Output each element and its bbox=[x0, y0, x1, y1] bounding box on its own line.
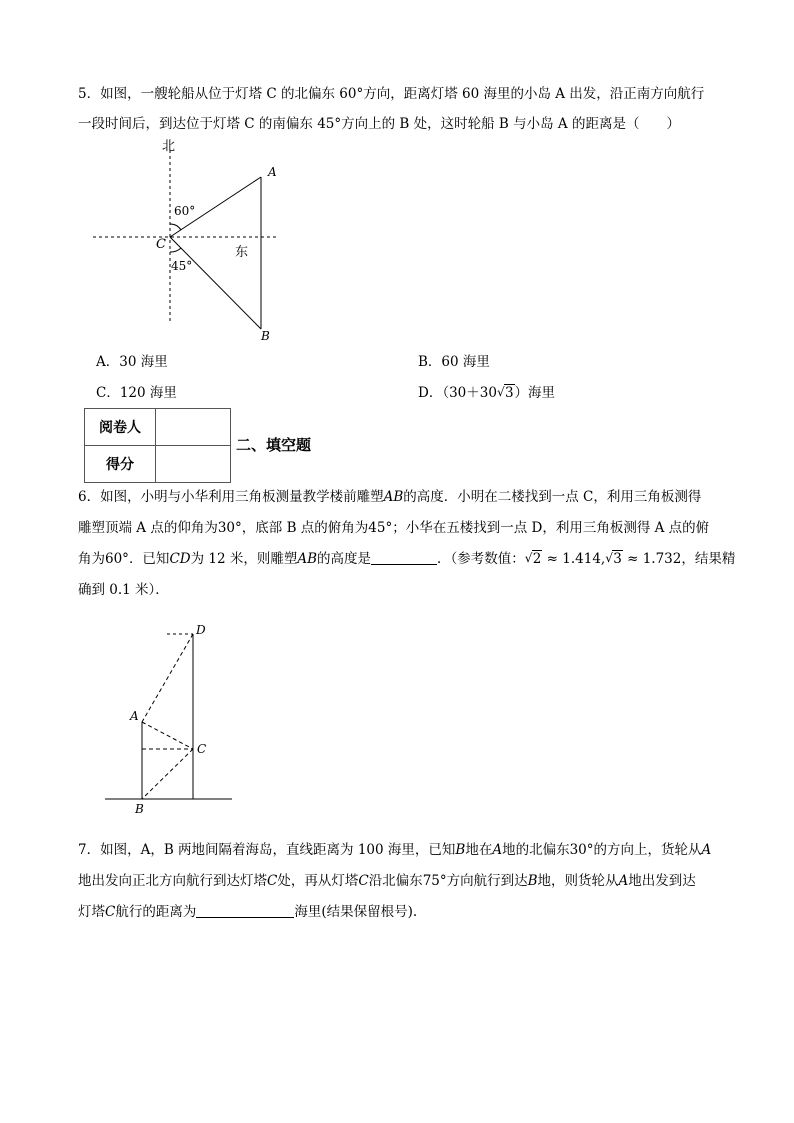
q7-angle-30: 30° bbox=[569, 842, 594, 858]
q6-label-D: D bbox=[196, 623, 206, 637]
q6-label-A: A bbox=[130, 709, 139, 723]
q6-radicand-3: 3 bbox=[613, 551, 622, 567]
q7-text: 的方向上，货轮从 bbox=[593, 842, 702, 858]
q5-option-b[interactable]: B．60 海里 bbox=[418, 354, 490, 370]
q5-angle-arc-60 bbox=[170, 224, 181, 230]
q7-text: 海里(结果保留根号). bbox=[294, 904, 418, 920]
q6-label-C: C bbox=[197, 742, 207, 756]
q7-text: 地出发向正北方向航行到达灯塔 bbox=[78, 873, 267, 889]
q7-text: 地在 bbox=[465, 842, 493, 858]
q5-option-a[interactable]: A．30 海里 bbox=[96, 354, 168, 370]
reviewer-label: 阅卷人 bbox=[85, 409, 156, 446]
q6-var-ab: AB bbox=[383, 489, 404, 505]
q7-line-1 bbox=[78, 840, 711, 860]
q7-text: 航行的距离为 bbox=[115, 904, 197, 920]
q5-option-d-radicand: 3 bbox=[504, 385, 514, 401]
score-table bbox=[84, 408, 231, 483]
q7-line-2 bbox=[78, 871, 696, 891]
q7-var: B bbox=[527, 873, 538, 889]
q6-text: 6．如图，小明与小华利用三角板测量教学楼前雕塑 bbox=[78, 489, 384, 505]
q7-text: 地，则货轮从 bbox=[537, 873, 619, 889]
q5-option-d-prefix: D．（30＋30 bbox=[418, 385, 497, 401]
q6-text: ，底部 B 点的俯角为 bbox=[241, 520, 369, 536]
q6-figure bbox=[100, 618, 240, 818]
sqrt-symbol bbox=[497, 383, 515, 403]
q6-line-2 bbox=[78, 518, 709, 538]
q5-option-d[interactable] bbox=[418, 383, 555, 403]
q7-var: B bbox=[455, 842, 466, 858]
q5-angle-arc-45 bbox=[170, 248, 181, 252]
q5-option-c[interactable]: C．120 海里 bbox=[96, 385, 177, 401]
q7-var: C bbox=[105, 904, 116, 920]
q6-answer-blank[interactable] bbox=[371, 550, 437, 565]
q6-angle-30: 30° bbox=[217, 520, 242, 536]
q5-figure bbox=[88, 136, 288, 348]
q7-text: 地的北偏东 bbox=[502, 842, 570, 858]
q6-line-3 bbox=[78, 549, 735, 569]
q6-text: ≈ 1.732，结果精 bbox=[622, 551, 736, 567]
q5-label-60deg: 60° bbox=[174, 204, 196, 218]
q6-var-cd: CD bbox=[169, 551, 191, 567]
sqrt-symbol bbox=[605, 549, 623, 569]
q5-label-B: B bbox=[261, 329, 270, 343]
q6-text: ．（参考数值： bbox=[437, 551, 525, 567]
q7-text: 方向航行到达 bbox=[446, 873, 528, 889]
q6-angle-60: 60° bbox=[105, 551, 129, 567]
score-label: 得分 bbox=[85, 446, 156, 483]
q6-sight-CB bbox=[142, 749, 193, 799]
q6-text: 的高度．小明在二楼找到一点 C，利用三角板测得 bbox=[403, 489, 702, 505]
q7-var: C bbox=[358, 873, 369, 889]
q6-text: 为 12 米，则雕塑 bbox=[190, 551, 298, 567]
reviewer-cell[interactable] bbox=[156, 409, 231, 446]
q7-var: A bbox=[618, 873, 629, 889]
q6-var-ab: AB bbox=[297, 551, 318, 567]
sqrt-symbol bbox=[525, 549, 543, 569]
q7-var: A bbox=[492, 842, 503, 858]
q5-label-C: C bbox=[156, 237, 166, 252]
q7-text: 灯塔 bbox=[78, 904, 105, 920]
q6-angle-45: 45° bbox=[368, 520, 393, 536]
q7-text: 处，再从灯塔 bbox=[277, 873, 359, 889]
q7-text: 地出发到达 bbox=[628, 873, 696, 889]
q5-label-east: 东 bbox=[235, 245, 249, 260]
q5-label-A: A bbox=[268, 165, 277, 179]
q6-sight-DA bbox=[142, 634, 193, 722]
q6-text: 角为 bbox=[78, 551, 105, 567]
q5-label-north: 北 bbox=[162, 139, 176, 154]
q6-text: ．已知 bbox=[128, 551, 170, 567]
q7-angle-75: 75° bbox=[422, 873, 447, 889]
q6-text: 雕塑顶端 A 点的仰角为 bbox=[78, 520, 218, 536]
q6-line-1 bbox=[78, 487, 701, 507]
q7-text: 沿北偏东 bbox=[368, 873, 423, 889]
q6-sight-CA bbox=[142, 722, 193, 749]
q7-line-3 bbox=[78, 902, 417, 922]
score-cell[interactable] bbox=[156, 446, 231, 483]
q7-answer-blank[interactable] bbox=[196, 903, 294, 918]
q5-option-d-suffix: ）海里 bbox=[514, 385, 556, 401]
q5-label-45deg: 45° bbox=[171, 259, 193, 273]
section-title: 二、填空题 bbox=[236, 436, 312, 454]
q5-stem-line-1: 5．如图，一艘轮船从位于灯塔 C 的北偏东 60°方向，距离灯塔 60 海里的小岛 A 出发，沿正南方向航行 bbox=[78, 86, 705, 102]
q5-stem-line-2: 一段时间后，到达位于灯塔 C 的南偏东 45°方向上的 B 处，这时轮船 B 与小岛 A 的距离是（ ） bbox=[78, 116, 680, 132]
q7-var: C bbox=[267, 873, 278, 889]
q6-line-4: 确到 0.1 米）． bbox=[78, 582, 169, 598]
q6-text: 的高度是 bbox=[317, 551, 372, 567]
q7-var: A bbox=[701, 842, 712, 858]
q6-text: ；小华在五楼找到一点 D，利用三角板测得 A 点的俯 bbox=[392, 520, 710, 536]
q6-radicand-2: 2 bbox=[532, 551, 542, 567]
q6-label-B: B bbox=[135, 802, 144, 816]
q6-text: ≈ 1.414, bbox=[542, 551, 606, 567]
q7-text: 7．如图，A，B 两地间隔着海岛，直线距离为 100 海里，已知 bbox=[78, 842, 456, 858]
